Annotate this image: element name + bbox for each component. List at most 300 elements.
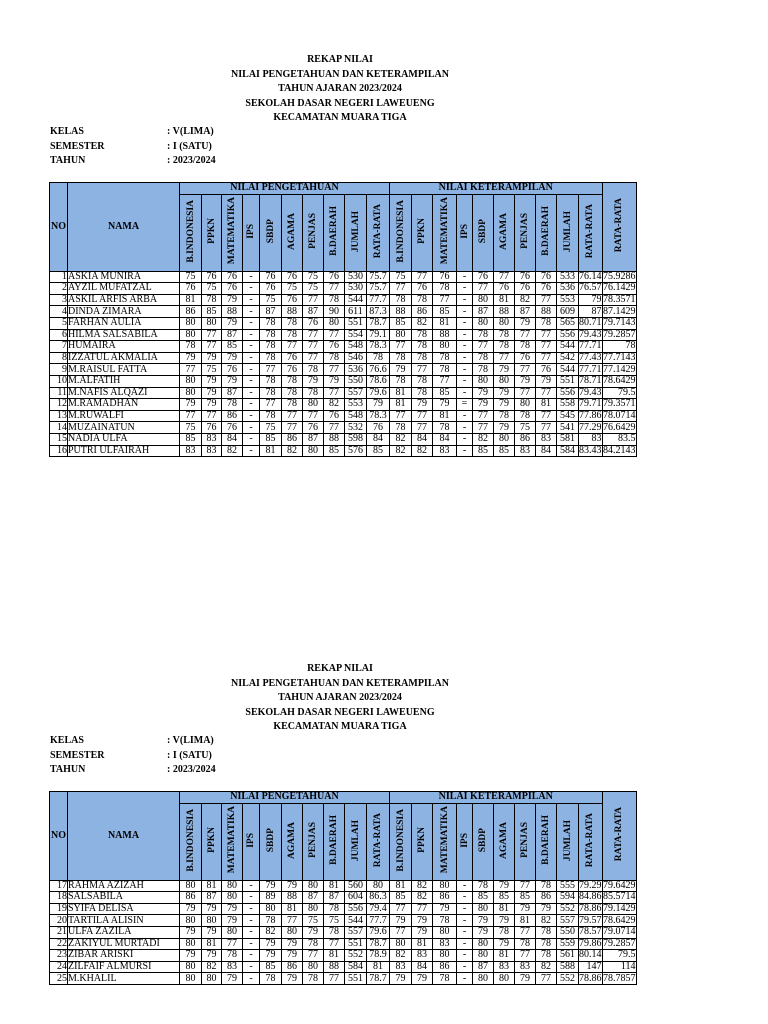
table-cell: 81 <box>390 387 412 399</box>
table-cell: 82 <box>412 892 433 904</box>
meta-key: KELAS <box>50 126 84 137</box>
table-cell: 86 <box>515 433 536 445</box>
table-cell: 83 <box>390 961 412 973</box>
table-cell: 76 <box>222 364 243 376</box>
header-col <box>602 183 636 272</box>
table-cell: 87 <box>260 306 282 318</box>
table-cell: - <box>243 915 260 927</box>
table-cell: 81 <box>515 915 536 927</box>
table-cell: 544 <box>345 294 367 306</box>
table-cell: 86 <box>180 306 202 318</box>
table-cell: 77 <box>282 341 303 353</box>
table-cell: - <box>243 433 260 445</box>
table-cell: 594 <box>557 892 579 904</box>
table-cell: 77 <box>494 271 515 283</box>
table-row <box>50 375 637 387</box>
header-col <box>324 803 345 880</box>
table-cell: 76 <box>222 271 243 283</box>
meta-key: TAHUN <box>50 764 86 776</box>
table-cell: 584 <box>557 445 579 457</box>
table-cell: 77 <box>180 364 202 376</box>
title-line: SEKOLAH DASAR NEGERI LAWEUENG <box>245 706 435 718</box>
meta-key: KELAS <box>50 735 84 746</box>
table-cell: 79 <box>367 399 390 411</box>
header-col-label: B.DAERAH <box>329 206 339 257</box>
table-cell: 78 <box>282 317 303 329</box>
table-row <box>50 926 637 938</box>
header-col-label: MATEMATIKA <box>439 806 450 874</box>
table-cell: 79 <box>473 399 494 411</box>
table-cell: 76 <box>494 283 515 295</box>
table-cell: 85 <box>260 961 282 973</box>
header-col-label: PENJAS <box>520 213 530 250</box>
table-cell: 82 <box>412 880 433 892</box>
header-col <box>202 803 222 880</box>
table-row <box>50 915 637 927</box>
table-cell: 78.7 <box>367 317 390 329</box>
table-cell: 79 <box>494 422 515 434</box>
table-cell: 79.6 <box>367 387 390 399</box>
table-cell: 21 <box>50 926 68 938</box>
table-cell: - <box>243 880 260 892</box>
table-cell: 88 <box>536 306 557 318</box>
table-cell: 81 <box>202 880 222 892</box>
table-cell: 79 <box>222 973 243 985</box>
student-name-cell: M.RAISUL FATTA <box>68 364 180 376</box>
table-cell: 78.57 <box>579 926 602 938</box>
table-cell: 83 <box>433 445 457 457</box>
header-group-keterampilan: NILAI KETERAMPILAN <box>390 792 603 804</box>
table-cell: - <box>457 387 473 399</box>
table-cell: 78 <box>324 926 345 938</box>
table-cell: 77 <box>494 352 515 364</box>
table-cell: 17 <box>50 880 68 892</box>
table-cell: 77 <box>515 926 536 938</box>
table-cell: 78 <box>367 352 390 364</box>
table-cell: 82 <box>412 445 433 457</box>
table-cell: 78 <box>260 973 282 985</box>
table-row <box>50 938 637 950</box>
header-col <box>473 803 494 880</box>
table-cell: 76 <box>433 271 457 283</box>
table-cell: 80 <box>303 880 324 892</box>
table-cell: - <box>243 938 260 950</box>
student-name-cell: M.RAMADHAN <box>68 399 180 411</box>
table-cell: - <box>243 961 260 973</box>
table-cell: 87 <box>202 892 222 904</box>
table-cell: 84 <box>367 433 390 445</box>
table-cell: 85 <box>473 445 494 457</box>
student-name-cell: FARHAN AULIA <box>68 317 180 329</box>
header-col <box>180 803 202 880</box>
table-cell: 76 <box>515 283 536 295</box>
table-cell: 78.3 <box>367 341 390 353</box>
table-cell: 80.14 <box>579 949 602 961</box>
table-cell: 78.9 <box>367 950 390 962</box>
header-col-label: JUMLAH <box>350 210 361 252</box>
table-cell: 81 <box>536 399 557 411</box>
table-row <box>50 422 637 434</box>
table-cell: 81 <box>260 445 282 457</box>
table-cell: 551 <box>557 375 579 387</box>
table-cell: 78 <box>473 364 494 376</box>
table-header <box>50 792 637 881</box>
table-cell: 576 <box>345 445 367 457</box>
table-cell: 84 <box>222 433 243 445</box>
table-cell: 11 <box>50 387 68 399</box>
table-cell: 85 <box>433 306 457 318</box>
table-cell: 78 <box>515 938 536 950</box>
table-cell: 80 <box>303 399 324 411</box>
table-cell: 77.7 <box>367 915 390 927</box>
report-meta <box>50 734 216 778</box>
student-name-cell: ZIBAR ARISKI <box>68 950 180 962</box>
table-cell: 78 <box>494 410 515 422</box>
table-cell: 83 <box>202 433 222 445</box>
table-cell: 80 <box>390 329 412 341</box>
header-col <box>303 803 324 880</box>
table-cell: 83 <box>202 445 222 457</box>
table-cell: 78 <box>303 387 324 399</box>
table-cell: 79.1 <box>367 329 390 341</box>
table-cell: 561 <box>557 950 579 962</box>
table-cell: 76.6 <box>367 364 390 376</box>
table-cell: 77 <box>515 880 536 892</box>
table-cell: 552 <box>557 973 579 985</box>
table-row <box>50 892 637 904</box>
table-cell: 78 <box>494 926 515 938</box>
table-cell: 85 <box>515 892 536 904</box>
table-cell: 83.43 <box>579 445 602 456</box>
table-cell: 553 <box>345 399 367 411</box>
table-cell: 76 <box>412 283 433 295</box>
table-cell: - <box>457 352 473 364</box>
header-col-label: PPKN <box>206 827 217 854</box>
table-cell: 77 <box>412 364 433 376</box>
table-cell: 77.7 <box>367 294 390 306</box>
table-cell: - <box>457 317 473 329</box>
table-cell: 80 <box>494 317 515 329</box>
table-cell: 78 <box>303 364 324 376</box>
grades-table <box>49 182 637 457</box>
table-cell: 82 <box>202 961 222 973</box>
header-col <box>324 194 345 271</box>
table-cell: 75.9286 <box>603 271 636 282</box>
table-row <box>50 387 637 399</box>
table-cell: 558 <box>557 399 579 411</box>
title-line: NILAI PENGETAHUAN DAN KETERAMPILAN <box>231 677 449 689</box>
table-cell: 77 <box>282 410 303 422</box>
table-cell: 77 <box>390 283 412 295</box>
table-cell: 82 <box>222 445 243 457</box>
table-cell: 77 <box>324 283 345 295</box>
table-cell: 79 <box>180 903 202 915</box>
table-cell: 559 <box>557 938 579 950</box>
table-cell: 78 <box>602 341 636 353</box>
table-cell: 77 <box>202 329 222 341</box>
table-cell: 80 <box>433 926 457 938</box>
header-col <box>579 194 603 271</box>
table-cell: 78 <box>260 375 282 387</box>
table-cell: 78.7857 <box>603 972 636 984</box>
table-cell: 76.14 <box>579 271 602 282</box>
table-cell: 79.7143 <box>603 317 636 329</box>
table-cell: 77 <box>473 410 494 422</box>
table-cell: 85 <box>473 892 494 904</box>
header-col <box>494 803 515 880</box>
header-col <box>303 194 324 271</box>
table-cell: 76 <box>282 294 303 306</box>
table-cell: 530 <box>345 271 367 283</box>
table-cell: 78.6429 <box>603 914 636 926</box>
table-cell: 78 <box>222 950 243 962</box>
student-name-cell: RAHMA AZIZAH <box>68 880 180 892</box>
header-col-label: PENJAS <box>308 822 318 859</box>
table-cell: 76 <box>473 271 494 283</box>
student-name-cell: M.RUWALFI <box>68 410 180 422</box>
table-cell: 87 <box>303 306 324 318</box>
table-cell: 78 <box>473 352 494 364</box>
table-cell: 79 <box>494 399 515 411</box>
table-cell: 75 <box>515 422 536 434</box>
table-cell: 544 <box>345 915 367 927</box>
table-cell: 79 <box>515 375 536 387</box>
table-cell: 78 <box>473 329 494 341</box>
table-cell: 79 <box>180 926 202 938</box>
table-cell: 77.29 <box>579 421 602 433</box>
table-cell: 77 <box>390 341 412 353</box>
table-cell: 83 <box>494 961 515 973</box>
table-cell: 78 <box>412 387 433 399</box>
table-cell: 76.1429 <box>603 282 636 294</box>
table-cell: 82 <box>390 445 412 457</box>
table-cell: - <box>457 410 473 422</box>
table-cell: 79 <box>515 317 536 329</box>
table-cell: 79.43 <box>579 387 602 398</box>
table-cell: 79 <box>222 903 243 915</box>
table-cell: 80 <box>180 880 202 892</box>
table-body <box>50 880 637 984</box>
table-cell: 76 <box>202 422 222 434</box>
table-cell: 79 <box>412 926 433 938</box>
table-cell: 75 <box>303 915 324 927</box>
table-cell: 79.5 <box>602 387 636 399</box>
table-cell: 2 <box>50 283 68 295</box>
table-cell: 10 <box>50 375 68 387</box>
table-cell: 78.6429 <box>603 375 636 387</box>
table-cell: 77 <box>180 410 202 422</box>
table-cell: 81 <box>433 410 457 422</box>
header-col <box>457 194 473 271</box>
table-cell: 77 <box>222 938 243 950</box>
table-cell: 84 <box>412 433 433 445</box>
table-cell: 81 <box>494 903 515 915</box>
table-cell: 79 <box>473 387 494 399</box>
table-cell: 79 <box>515 903 536 915</box>
table-cell: 83.5 <box>602 433 636 445</box>
table-cell: 76 <box>324 341 345 353</box>
table-cell: 79 <box>412 973 433 985</box>
table-row <box>50 903 637 915</box>
header-col-label: PPKN <box>417 218 427 245</box>
table-cell: 79.71 <box>579 398 602 410</box>
table-cell: 78 <box>303 938 324 950</box>
table-cell: 87 <box>473 306 494 318</box>
student-name-cell: PUTRI ULFAIRAH <box>68 445 180 457</box>
table-cell: 80 <box>202 973 222 985</box>
table-cell: 79 <box>303 375 324 387</box>
table-cell: 79 <box>202 950 222 962</box>
table-cell: 79 <box>412 399 433 411</box>
table-cell: 555 <box>557 880 579 892</box>
title-line: REKAP NILAI <box>307 54 373 65</box>
table-cell: 79 <box>260 950 282 962</box>
table-cell: - <box>243 445 260 457</box>
title-line: TAHUN AJARAN 2023/2024 <box>278 692 402 704</box>
table-cell: 79.5 <box>602 950 636 962</box>
table-cell: 80 <box>433 880 457 892</box>
meta-row <box>50 125 216 140</box>
table-cell: - <box>243 410 260 422</box>
table-cell: 546 <box>345 352 367 364</box>
table-cell: 86 <box>412 306 433 318</box>
table-cell: 79 <box>202 375 222 387</box>
header-no: NO <box>50 792 68 881</box>
table-row <box>50 433 637 445</box>
table-cell: 4 <box>50 306 68 318</box>
table-cell: 584 <box>345 961 367 973</box>
table-cell: 536 <box>345 364 367 376</box>
table-cell: 77 <box>324 329 345 341</box>
table-cell: 78 <box>390 352 412 364</box>
table-cell: - <box>243 294 260 306</box>
table-cell: - <box>457 880 473 892</box>
table-cell: 79.6 <box>367 926 390 938</box>
table-cell: 20 <box>50 915 68 927</box>
table-cell: 85 <box>324 445 345 457</box>
table-cell: - <box>457 283 473 295</box>
header-col-label: PENJAS <box>520 822 530 859</box>
table-cell: - <box>243 271 260 283</box>
table-cell: 80 <box>390 938 412 950</box>
table-cell: 77 <box>536 329 557 341</box>
header-col-label: AGAMA <box>287 212 297 250</box>
table-cell: 556 <box>557 329 579 341</box>
table-cell: 79 <box>579 294 603 306</box>
table-cell: 85 <box>260 433 282 445</box>
student-name-cell: M.ALFATIH <box>68 375 180 387</box>
table-row <box>50 410 637 422</box>
table-cell: 83 <box>579 433 603 445</box>
header-col <box>180 194 202 271</box>
header-col-label: RATA-RATA <box>585 204 596 259</box>
table-cell: 78 <box>222 399 243 411</box>
table-cell: - <box>457 926 473 938</box>
table-cell: 82 <box>536 961 557 973</box>
table-cell: 78 <box>324 903 345 915</box>
header-col-label: IPS <box>246 832 256 848</box>
table-cell: 79 <box>282 973 303 985</box>
table-cell: 75 <box>303 271 324 283</box>
table-cell: 75 <box>282 283 303 295</box>
table-cell: 77 <box>515 387 536 399</box>
table-cell: 77 <box>303 352 324 364</box>
header-col <box>412 194 433 271</box>
table-cell: 81 <box>494 294 515 306</box>
student-name-cell: SALSABILA <box>68 892 180 904</box>
table-cell: 76 <box>282 364 303 376</box>
meta-row <box>50 763 216 778</box>
table-cell: 77 <box>536 410 557 422</box>
table-cell: 77 <box>260 399 282 411</box>
table-cell: 77 <box>390 903 412 915</box>
table-cell: 80 <box>494 973 515 985</box>
table-cell: 80 <box>202 915 222 927</box>
table-cell: 80 <box>494 375 515 387</box>
table-cell: 76 <box>303 317 324 329</box>
table-cell: 82 <box>515 294 536 306</box>
table-cell: 78.3571 <box>603 294 636 306</box>
table-cell: 83 <box>412 950 433 962</box>
table-row <box>50 399 637 411</box>
header-group-pengetahuan: NILAI PENGETAHUAN <box>180 792 390 804</box>
header-col-label: MATEMATIKA <box>227 806 237 874</box>
table-cell: 78 <box>202 294 222 306</box>
header-col <box>260 194 282 271</box>
header-col <box>494 194 515 271</box>
header-col <box>345 803 367 880</box>
table-row <box>50 271 637 283</box>
table-cell: 77 <box>536 294 557 306</box>
table-cell: - <box>243 422 260 434</box>
table-cell: 5 <box>50 317 68 329</box>
header-col <box>557 803 579 880</box>
header-col-label: B.DAERAH <box>541 815 551 866</box>
table-cell: 80 <box>473 938 494 950</box>
table-cell: 8 <box>50 352 68 364</box>
student-name-cell: HILMA SALSABILA <box>68 329 180 341</box>
student-name-cell: ZILFAIF ALMURSI <box>68 961 180 973</box>
table-cell: 81 <box>282 903 303 915</box>
table-cell: 78.3 <box>367 410 390 422</box>
table-cell: 551 <box>345 938 367 950</box>
table-cell: 76 <box>515 271 536 283</box>
table-cell: 79.86 <box>579 938 602 949</box>
table-cell: 79 <box>180 352 202 364</box>
table-cell: - <box>457 938 473 950</box>
table-cell: 541 <box>557 422 579 434</box>
table-row <box>50 880 637 892</box>
header-col-label: B.DAERAH <box>541 206 551 257</box>
header-col-label: SBDP <box>265 827 276 853</box>
table-cell: 81 <box>412 938 433 950</box>
table-cell: 87.1429 <box>603 305 636 317</box>
header-col-label: JUMLAH <box>562 210 573 252</box>
table-cell: 77 <box>303 341 324 353</box>
table-cell: 79.57 <box>579 914 602 926</box>
table-cell: - <box>243 903 260 915</box>
table-cell: 551 <box>345 317 367 329</box>
table-cell: 78 <box>324 352 345 364</box>
header-col-label: SBDP <box>265 218 276 244</box>
table-cell: 560 <box>345 880 367 892</box>
table-cell: - <box>457 306 473 318</box>
table-row <box>50 294 637 306</box>
header-col <box>457 803 473 880</box>
table-cell: 78.7 <box>367 938 390 950</box>
table-cell: 19 <box>50 903 68 915</box>
table-cell: 82 <box>473 433 494 445</box>
